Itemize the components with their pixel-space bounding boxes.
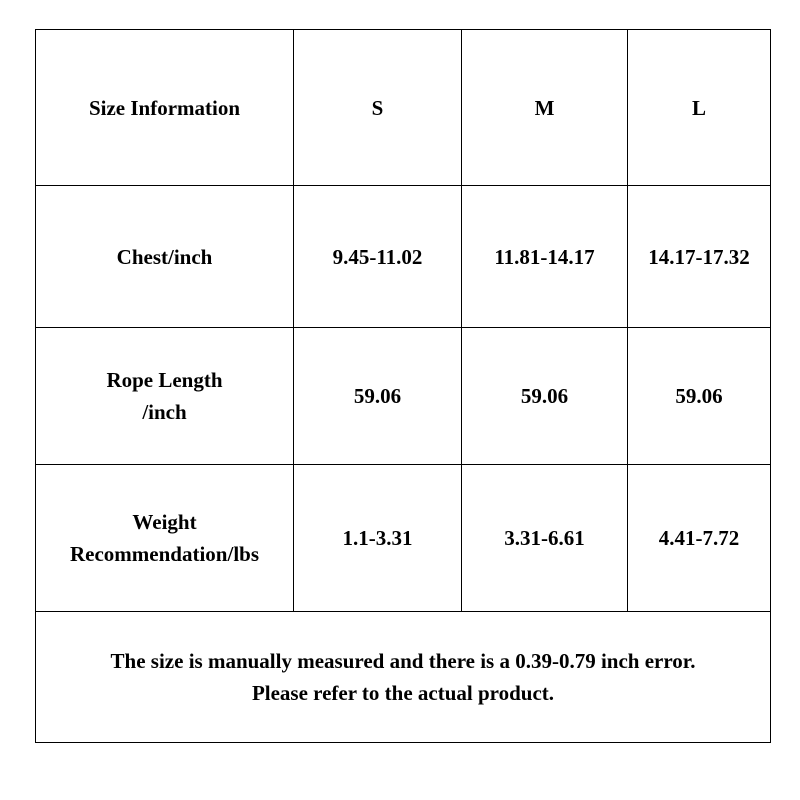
row-label-weight bbox=[36, 465, 294, 612]
weight-label-line-2: Recommendation/lbs bbox=[70, 542, 259, 566]
header-size-s bbox=[294, 30, 462, 186]
weight-value-l: 4.41-7.72 bbox=[628, 465, 771, 612]
rope-length-value-s: 59.06 bbox=[294, 328, 462, 465]
header-size-m bbox=[462, 30, 628, 186]
weight-value-s: 1.1-3.31 bbox=[294, 465, 462, 612]
table-row-chest bbox=[36, 186, 771, 328]
header-size-l bbox=[628, 30, 771, 186]
measurement-note-line-1: The size is manually measured and there is a 0.39-0.79 inch error. bbox=[110, 649, 696, 673]
chest-value-l: 14.17-17.32 bbox=[628, 186, 771, 328]
rope-length-value-l: 59.06 bbox=[628, 328, 771, 465]
weight-label-line-1: Weight bbox=[132, 510, 197, 534]
chest-value-m: 11.81-14.17 bbox=[462, 186, 628, 328]
header-label-cell bbox=[36, 30, 294, 186]
size-l-label: L bbox=[691, 95, 706, 120]
row-label-chest bbox=[36, 186, 294, 328]
table-row-weight bbox=[36, 465, 771, 612]
chest-value-s: 9.45-11.02 bbox=[294, 186, 462, 328]
measurement-note-cell bbox=[36, 612, 771, 743]
size-m-label: M bbox=[534, 95, 555, 120]
size-table bbox=[35, 29, 771, 743]
size-information-label: Size Information bbox=[88, 95, 241, 120]
weight-value-m: 3.31-6.61 bbox=[462, 465, 628, 612]
rope-length-value-m: 59.06 bbox=[462, 328, 628, 465]
rope-length-label-line-1: Rope Length bbox=[106, 368, 223, 392]
table-row-rope-length bbox=[36, 328, 771, 465]
table-header-row bbox=[36, 30, 771, 186]
size-s-label: S bbox=[371, 95, 384, 120]
table-note-row bbox=[36, 612, 771, 743]
chest-label: Chest/inch bbox=[116, 244, 213, 269]
rope-length-label-line-2: /inch bbox=[142, 400, 187, 424]
measurement-note-line-2: Please refer to the actual product. bbox=[251, 681, 555, 705]
row-label-rope-length bbox=[36, 328, 294, 465]
